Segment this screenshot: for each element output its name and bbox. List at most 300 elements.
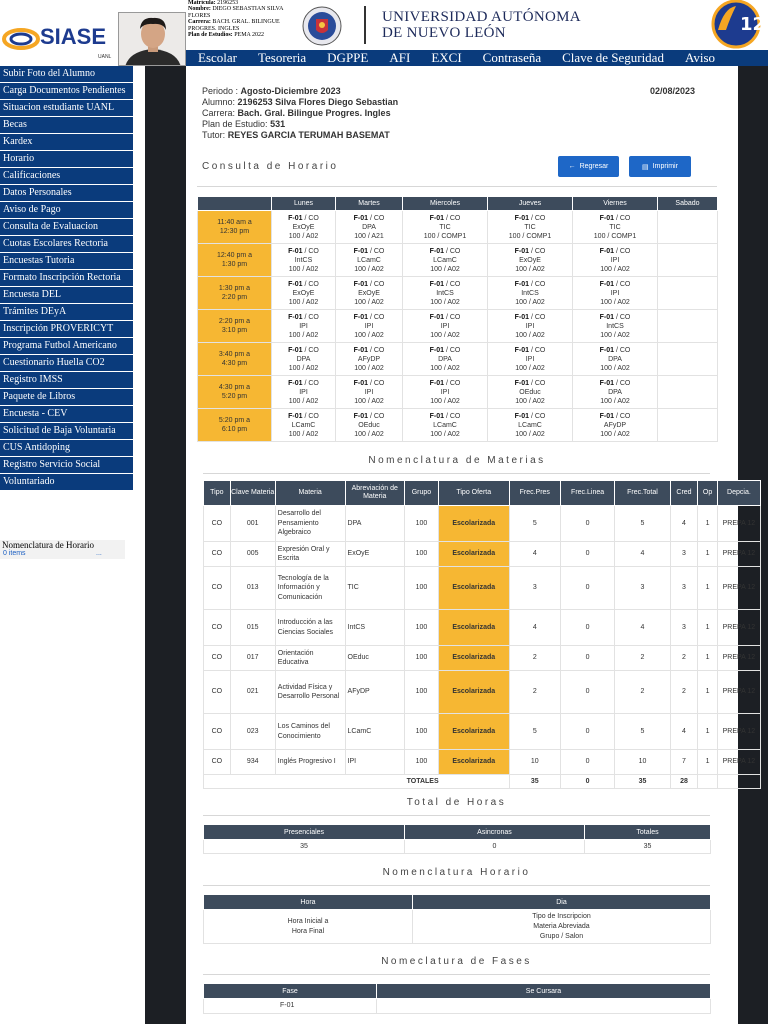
subjects-cell: PREPA 12 xyxy=(717,506,760,542)
subjects-header: Abreviación de Materia xyxy=(345,481,404,506)
current-date: 02/08/2023 xyxy=(650,86,696,96)
class-room: COMP1 xyxy=(526,232,552,240)
class-type: CO xyxy=(373,346,385,354)
sidebar-item-becas[interactable]: Becas xyxy=(0,117,133,134)
periodo-value: Agosto-Diciembre 2023 xyxy=(240,86,341,96)
siase-logo-sub: UANL xyxy=(98,54,112,60)
total-hours-value: 0 xyxy=(405,840,585,854)
class-group: 100 xyxy=(430,364,442,372)
class-phase: F-01 xyxy=(288,280,303,288)
class-abbrev: AFyDP xyxy=(603,421,627,429)
class-abbrev: LCamC xyxy=(518,421,542,429)
subjects-cell: 0 xyxy=(560,714,614,750)
sidebar-item-encuesta-del[interactable]: Encuesta DEL xyxy=(0,287,133,304)
class-group: 100 xyxy=(600,364,612,372)
sidebar-item-encuesta-cev[interactable]: Encuesta - CEV xyxy=(0,406,133,423)
class-phase: F-01 xyxy=(353,280,369,288)
sidebar-item-carga-documentos[interactable]: Carga Documentos Pendientes xyxy=(0,83,133,100)
legend-day-abbrev: Materia Abreviada xyxy=(533,922,590,930)
class-phase: F-01 xyxy=(353,346,369,354)
class-abbrev: DPA xyxy=(438,355,452,363)
hour-end: 2:20 pm xyxy=(221,294,248,301)
schedule-hour-cell xyxy=(198,244,272,277)
subjects-row xyxy=(204,506,761,542)
schedule-saturday-cell xyxy=(658,277,718,310)
class-room: A02 xyxy=(305,364,319,372)
sidebar-item-cuotas-escolares[interactable]: Cuotas Escolares Rectoria xyxy=(0,236,133,253)
class-abbrev: IPI xyxy=(610,256,620,264)
schedule-class-cell: F-01 / CO IPI 100 / A02 xyxy=(403,376,488,409)
hour-end: 12:30 pm xyxy=(219,228,250,235)
schedule-saturday-cell xyxy=(658,343,718,376)
subjects-cell: Expresión Oral y Escrita xyxy=(275,542,345,567)
class-phase: F-01 xyxy=(429,247,445,255)
subjects-header: Frec.Linea xyxy=(560,481,614,506)
subjects-row xyxy=(204,646,761,671)
subjects-cell: 4 xyxy=(615,610,670,646)
sidebar xyxy=(0,66,133,491)
total-hours-header: Totales xyxy=(585,825,711,840)
schedule-class-cell: F-01 / CO TIC 100 / COMP1 xyxy=(573,211,658,244)
class-room: A02 xyxy=(447,298,460,306)
siase-logo[interactable] xyxy=(2,24,118,58)
class-group: 100 xyxy=(508,232,521,240)
subjects-header: Cred xyxy=(670,481,698,506)
print-icon: ▤ xyxy=(642,163,649,171)
class-room: A02 xyxy=(447,364,460,372)
class-abbrev: OEduc xyxy=(358,421,380,429)
subjects-header: Depcia. xyxy=(717,481,760,506)
sidebar-item-consulta-evaluacion[interactable]: Consulta de Evaluacion xyxy=(0,219,133,236)
consulta-horario-title: Consulta de Horario xyxy=(202,161,339,172)
back-button[interactable] xyxy=(558,156,619,177)
sidebar-item-servicio-social[interactable]: Registro Servicio Social xyxy=(0,457,133,474)
class-phase: F-01 xyxy=(353,247,369,255)
class-room: A02 xyxy=(447,397,460,405)
class-group: 100 xyxy=(288,331,301,339)
class-type: CO xyxy=(449,280,461,288)
carrera-info-label: Carrera: xyxy=(202,108,236,118)
topnav-dgppe[interactable]: DGPPE xyxy=(327,50,369,65)
subjects-cell: 100 xyxy=(405,610,439,646)
schedule-saturday-cell xyxy=(658,376,718,409)
hour-start: 5:20 pm a xyxy=(218,417,251,424)
back-button-label: Regresar xyxy=(579,163,609,170)
total-empty xyxy=(717,775,760,789)
schedule-class-cell: F-01 / CO IPI 100 / A02 xyxy=(488,310,573,343)
class-phase: F-01 xyxy=(514,346,530,354)
subjects-cell: PREPA 12 xyxy=(717,542,760,567)
class-room: A02 xyxy=(447,331,460,339)
nomenclatura-horario-title: Nomenclatura Horario xyxy=(382,867,531,878)
sidebar-item-futbol-americano[interactable]: Programa Futbol Americano xyxy=(0,338,133,355)
carrera-label: Carrera: xyxy=(188,19,211,26)
total-horas-title: Total de Horas xyxy=(406,797,507,808)
subjects-cell: 7 xyxy=(670,750,698,775)
topnav-contrasena[interactable]: Contraseña xyxy=(482,50,542,65)
schedule-class-cell: F-01 / CO AFyDP 100 / A02 xyxy=(573,409,658,442)
carrera-value: BACH. GRAL. BILINGUE PROGRES. INGLES xyxy=(188,19,280,32)
sidebar-item-paquete-libros[interactable]: Paquete de Libros xyxy=(0,389,133,406)
schedule-legend-table xyxy=(203,894,711,944)
class-phase: F-01 xyxy=(353,412,369,420)
class-abbrev: IntCS xyxy=(606,322,624,330)
subjects-cell: 017 xyxy=(230,646,275,671)
sidebar-item-registro-imss[interactable]: Registro IMSS xyxy=(0,372,133,389)
sidebar-item-formato-inscripcion[interactable]: Formato Inscripción Rectoria xyxy=(0,270,133,287)
sidebar-item-voluntariado[interactable]: Voluntariado xyxy=(0,474,133,491)
subjects-cell: IntCS xyxy=(345,610,404,646)
class-group: 100 xyxy=(288,265,301,273)
class-abbrev: OEduc xyxy=(519,388,541,396)
class-abbrev: TIC xyxy=(439,223,451,231)
subjects-cell: 2 xyxy=(615,646,670,671)
class-room: A02 xyxy=(371,298,384,306)
topnav-clave-seguridad[interactable]: Clave de Seguridad xyxy=(562,50,664,65)
schedule-class-cell: F-01 / CO IPI 100 / A02 xyxy=(336,376,403,409)
subjects-cell: 4 xyxy=(670,506,698,542)
topnav-aviso[interactable]: Aviso xyxy=(684,50,716,65)
sidebar-item-huella-co2[interactable]: Cuestionario Huella CO2 xyxy=(0,355,133,372)
alumno-label: Alumno: xyxy=(202,97,236,107)
subjects-cell: 2 xyxy=(670,671,698,714)
subjects-cell: PREPA 12 xyxy=(717,646,760,671)
schedule-class-cell: F-01 / CO ExOyE 100 / A02 xyxy=(488,244,573,277)
class-group: 100 xyxy=(600,298,612,306)
total-value: 0 xyxy=(560,775,614,789)
schedule-table xyxy=(197,196,718,442)
subjects-cell: CO xyxy=(204,542,231,567)
schedule-nomenclature-more[interactable]: ... xyxy=(96,550,102,557)
subjects-cell: 5 xyxy=(615,714,670,750)
class-abbrev: AFyDP xyxy=(357,355,381,363)
subjects-cell: 4 xyxy=(670,714,698,750)
anniv-number: 12 xyxy=(740,14,766,35)
class-abbrev: TIC xyxy=(609,223,621,231)
class-abbrev: IntCS xyxy=(436,289,454,297)
schedule-class-cell: F-01 / CO OEduc 100 / A02 xyxy=(488,376,573,409)
class-phase: F-01 xyxy=(599,214,615,222)
class-phase: F-01 xyxy=(599,280,615,288)
topnav-escolar[interactable]: Escolar xyxy=(198,50,237,65)
class-group: 100 xyxy=(593,232,606,240)
subjects-cell: Escolarizada xyxy=(438,567,509,610)
schedule-saturday-cell xyxy=(658,211,718,244)
class-abbrev: IntCS xyxy=(294,256,313,264)
class-group: 100 xyxy=(354,232,366,240)
class-room: A02 xyxy=(617,397,630,405)
class-room: A02 xyxy=(617,364,630,372)
class-type: CO xyxy=(534,313,546,321)
class-room: A02 xyxy=(371,397,384,405)
subjects-cell: 1 xyxy=(698,646,717,671)
hour-end: 6:10 pm xyxy=(221,426,248,433)
subjects-cell: PREPA 12 xyxy=(717,610,760,646)
class-room: A02 xyxy=(447,430,460,438)
print-button[interactable] xyxy=(629,156,691,177)
subjects-cell: 023 xyxy=(230,714,275,750)
class-abbrev: IntCS xyxy=(521,289,539,297)
class-type: CO xyxy=(373,214,385,222)
class-group: 100 xyxy=(354,331,366,339)
subjects-cell: PREPA 12 xyxy=(717,714,760,750)
class-abbrev: IPI xyxy=(525,322,535,330)
sidebar-item-horario[interactable]: Horario xyxy=(0,151,133,168)
class-phase: F-01 xyxy=(353,313,369,321)
schedule-header-day: Jueves xyxy=(488,197,573,211)
schedule-class-cell: F-01 / CO DPA 100 / A02 xyxy=(573,343,658,376)
sidebar-item-aviso-pago[interactable]: Aviso de Pago xyxy=(0,202,133,219)
matricula-value: 2196253 xyxy=(217,0,239,6)
subjects-cell: 001 xyxy=(230,506,275,542)
class-type: CO xyxy=(308,214,319,222)
class-phase: F-01 xyxy=(514,379,530,387)
subjects-cell: Escolarizada xyxy=(438,750,509,775)
schedule-class-cell: F-01 / CO DPA 100 / A02 xyxy=(573,376,658,409)
university-name xyxy=(382,9,581,41)
subjects-cell: 3 xyxy=(670,610,698,646)
subjects-cell: Orientación Educativa xyxy=(275,646,345,671)
class-phase: F-01 xyxy=(514,280,530,288)
class-type: CO xyxy=(308,346,319,354)
subjects-cell: 5 xyxy=(509,714,560,750)
sidebar-item-situacion[interactable]: Situacion estudiante UANL xyxy=(0,100,133,117)
legend-hour-start: Hora Inicial a xyxy=(287,917,329,925)
class-type: CO xyxy=(308,280,319,288)
class-group: 100 xyxy=(354,364,366,372)
totals-label: TOTALES xyxy=(204,775,510,789)
class-abbrev: ExOyE xyxy=(292,223,315,231)
class-group: 100 xyxy=(354,397,366,405)
class-group: 100 xyxy=(288,298,301,306)
subjects-cell: Desarrollo del Pensamiento Algebraico xyxy=(275,506,345,542)
sidebar-item-kardex[interactable]: Kardex xyxy=(0,134,133,151)
subjects-cell: 3 xyxy=(670,542,698,567)
schedule-class-cell: F-01 / CO OEduc 100 / A02 xyxy=(336,409,403,442)
student-avatar-icon xyxy=(119,13,186,66)
schedule-row xyxy=(198,310,718,343)
class-group: 100 xyxy=(354,298,366,306)
total-hours-value: 35 xyxy=(585,840,711,854)
subjects-cell: TIC xyxy=(345,567,404,610)
schedule-hour-cell xyxy=(198,409,272,442)
subjects-cell: 100 xyxy=(405,671,439,714)
fases-divider xyxy=(203,974,710,975)
class-room: COMP1 xyxy=(611,232,637,240)
total-hours-table xyxy=(203,824,711,854)
class-type: CO xyxy=(619,346,631,354)
class-abbrev: LCamC xyxy=(433,421,457,429)
hour-end: 4:30 pm xyxy=(221,360,248,367)
class-room: A02 xyxy=(617,331,630,339)
subjects-cell: 1 xyxy=(698,506,717,542)
subjects-cell: 5 xyxy=(615,506,670,542)
subjects-cell: Escolarizada xyxy=(438,610,509,646)
subjects-cell: 2 xyxy=(509,671,560,714)
subjects-cell: Los Caminos del Conocimiento xyxy=(275,714,345,750)
subjects-cell: CO xyxy=(204,506,231,542)
class-group: 100 xyxy=(515,331,527,339)
materias-divider xyxy=(203,473,710,474)
subjects-cell: 2 xyxy=(509,646,560,671)
subjects-cell: 10 xyxy=(615,750,670,775)
schedule-class-cell: F-01 / CO IntCS 100 / A02 xyxy=(272,244,336,277)
class-type: CO xyxy=(619,280,631,288)
class-type: CO xyxy=(308,412,319,420)
class-abbrev: TIC xyxy=(524,223,536,231)
total-value: 28 xyxy=(670,775,698,789)
schedule-nomenclature-widget xyxy=(0,540,125,559)
legend-header: Dia xyxy=(413,895,711,910)
class-group: 100 xyxy=(600,397,612,405)
schedule-class-cell: F-01 / CO IPI 100 / A02 xyxy=(573,244,658,277)
class-abbrev: ExOyE xyxy=(358,289,380,297)
topnav-tesoreria[interactable]: Tesoreria xyxy=(257,50,307,65)
schedule-class-cell: F-01 / CO DPA 100 / A02 xyxy=(272,343,336,376)
class-room: A02 xyxy=(532,430,545,438)
hour-start: 12:40 pm a xyxy=(216,252,253,259)
class-abbrev: IPI xyxy=(299,388,308,396)
subjects-cell: DPA xyxy=(345,506,404,542)
schedule-class-cell: F-01 / CO IPI 100 / A02 xyxy=(488,343,573,376)
legend-day-type: Tipo de Inscripcion xyxy=(532,912,591,920)
plan-info-label: Plan de Estudio: xyxy=(202,119,268,129)
subjects-cell: 0 xyxy=(560,646,614,671)
periodo-label: Periodo : xyxy=(202,86,239,96)
subjects-row xyxy=(204,714,761,750)
class-type: CO xyxy=(308,379,319,387)
schedule-class-cell: F-01 / CO DPA 100 / A21 xyxy=(336,211,403,244)
subjects-cell: 5 xyxy=(509,506,560,542)
schedule-class-cell: F-01 / CO LCamC 100 / A02 xyxy=(272,409,336,442)
subjects-cell: 1 xyxy=(698,714,717,750)
class-type: CO xyxy=(534,247,546,255)
subjects-table xyxy=(203,480,761,789)
class-abbrev: IPI xyxy=(610,289,620,297)
topnav-afi[interactable]: AFI xyxy=(389,50,411,65)
sidebar-item-calificaciones[interactable]: Calificaciones xyxy=(0,168,133,185)
sidebar-item-tramites-deya[interactable]: Trámites DEyA xyxy=(0,304,133,321)
schedule-class-cell: F-01 / CO LCamC 100 / A02 xyxy=(403,244,488,277)
schedule-class-cell: F-01 / CO IPI 100 / A02 xyxy=(573,277,658,310)
class-phase: F-01 xyxy=(429,412,445,420)
class-type: CO xyxy=(449,214,461,222)
total-hours-header: Asincronas xyxy=(405,825,585,840)
sidebar-item-provericyt[interactable]: Inscripción PROVERICYT xyxy=(0,321,133,338)
class-abbrev: IPI xyxy=(525,355,535,363)
class-abbrev: LCamC xyxy=(357,256,381,264)
subjects-body xyxy=(204,506,761,789)
class-type: CO xyxy=(373,313,385,321)
class-room: A02 xyxy=(305,265,319,273)
class-group: 100 xyxy=(288,232,301,240)
class-type: CO xyxy=(534,346,546,354)
hour-end: 3:10 pm xyxy=(221,327,248,334)
subjects-cell: 3 xyxy=(615,567,670,610)
subjects-cell: 1 xyxy=(698,671,717,714)
total-horas-divider xyxy=(203,815,710,816)
subjects-header-row xyxy=(204,481,761,506)
subjects-cell: 4 xyxy=(509,610,560,646)
legend-hour-cell xyxy=(204,910,413,944)
schedule-row xyxy=(198,211,718,244)
class-abbrev: IPI xyxy=(440,388,450,396)
class-group: 100 xyxy=(354,430,366,438)
sidebar-item-subir-foto[interactable]: Subir Foto del Alumno xyxy=(0,66,133,83)
subjects-cell: 015 xyxy=(230,610,275,646)
legend-day-group: Grupo / Salon xyxy=(539,932,584,940)
print-button-label: Imprimir xyxy=(652,163,678,170)
subjects-cell: Escolarizada xyxy=(438,506,509,542)
schedule-row xyxy=(198,343,718,376)
phases-header: Fase xyxy=(204,984,377,999)
subjects-cell: 2 xyxy=(615,671,670,714)
class-group: 100 xyxy=(515,364,527,372)
class-phase: F-01 xyxy=(429,214,445,222)
class-group: 100 xyxy=(600,430,612,438)
top-navigation xyxy=(186,50,768,66)
sidebar-item-cus-antidoping[interactable]: CUS Antidoping xyxy=(0,440,133,457)
class-abbrev: DPA xyxy=(608,355,622,363)
consulta-divider xyxy=(197,186,717,187)
class-type: CO xyxy=(619,214,631,222)
total-value: 35 xyxy=(615,775,670,789)
subjects-header: Tipo xyxy=(204,481,231,506)
subjects-header: Clave Materia xyxy=(230,481,275,506)
subjects-cell: 3 xyxy=(509,567,560,610)
schedule-header-day: Sabado xyxy=(658,197,718,211)
subjects-cell: Escolarizada xyxy=(438,714,509,750)
class-group: 100 xyxy=(600,331,612,339)
subjects-cell: 1 xyxy=(698,750,717,775)
subjects-cell: Escolarizada xyxy=(438,646,509,671)
plan-info-value: 531 xyxy=(270,119,286,129)
schedule-class-cell: F-01 / CO IPI 100 / A02 xyxy=(403,310,488,343)
schedule-class-cell: F-01 / CO IPI 100 / A02 xyxy=(336,310,403,343)
schedule-class-cell: F-01 / CO TIC 100 / COMP1 xyxy=(488,211,573,244)
class-type: CO xyxy=(373,280,385,288)
schedule-header-day: Miercoles xyxy=(403,197,488,211)
subjects-cell: Escolarizada xyxy=(438,671,509,714)
class-group: 100 xyxy=(430,331,442,339)
topnav-exci[interactable]: EXCI xyxy=(431,50,462,65)
class-room: A02 xyxy=(532,298,545,306)
legend-header: Hora xyxy=(204,895,413,910)
subjects-cell: Inglés Progresivo I xyxy=(275,750,345,775)
sidebar-item-baja-voluntaria[interactable]: Solicitud de Baja Voluntaria xyxy=(0,423,133,440)
schedule-class-cell: F-01 / CO IntCS 100 / A02 xyxy=(488,277,573,310)
subjects-cell: 3 xyxy=(670,567,698,610)
class-type: CO xyxy=(449,313,461,321)
subjects-cell: 013 xyxy=(230,567,275,610)
siase-logo-text: SIASE xyxy=(40,24,107,49)
hour-start: 4:30 pm a xyxy=(218,384,251,391)
schedule-class-cell: F-01 / CO IPI 100 / A02 xyxy=(272,310,336,343)
class-type: CO xyxy=(373,247,385,255)
class-phase: F-01 xyxy=(599,346,615,354)
sidebar-item-encuestas-tutoria[interactable]: Encuestas Tutoria xyxy=(0,253,133,270)
total-value: 35 xyxy=(509,775,560,789)
class-group: 100 xyxy=(354,265,366,273)
subjects-cell: OEduc xyxy=(345,646,404,671)
schedule-hour-cell xyxy=(198,310,272,343)
class-type: CO xyxy=(449,346,461,354)
subjects-cell: 934 xyxy=(230,750,275,775)
subjects-cell: 100 xyxy=(405,646,439,671)
header-divider xyxy=(364,6,366,44)
sidebar-item-datos-personales[interactable]: Datos Personales xyxy=(0,185,133,202)
class-abbrev: LCamC xyxy=(433,256,457,264)
